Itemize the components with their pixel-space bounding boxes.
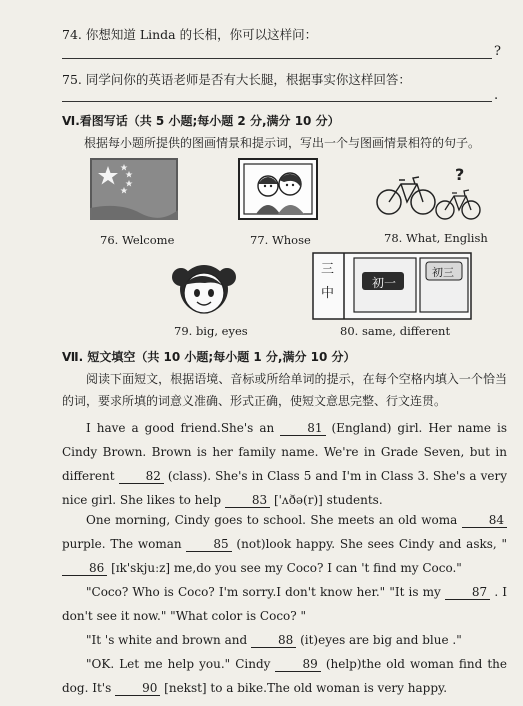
answer-line-74[interactable] xyxy=(62,58,492,59)
blank-85[interactable]: 85 xyxy=(186,537,231,552)
section-6-instruction: 根据每小题所提供的图画情景和提示词，写出一个与图画情景相符的句子。 xyxy=(84,136,481,150)
picture-78-bikes xyxy=(375,158,485,222)
question-74-end-mark: ? xyxy=(494,44,501,59)
blank-82[interactable]: 82 xyxy=(119,469,164,484)
class-card-1: 初一 xyxy=(372,276,397,290)
blank-84[interactable]: 84 xyxy=(462,513,507,528)
blank-90[interactable]: 90 xyxy=(115,681,160,696)
passage-paragraph-5: "OK. Let me help you." Cindy 89 (help)the old woman find the dog. It's 90 [nekst] to a bike.The old woman is very happy. xyxy=(62,657,507,695)
class-sign-bottom-left: 中 xyxy=(321,286,335,301)
picture-79-girl xyxy=(165,255,243,317)
passage-paragraph-2: One morning, Cindy goes to school. She meets an old woma 84 purple. The woman 85 (not)look happy. She sees Cindy and asks, " 86 [ɪk'skjuːz] me,do you see my Coco? I can 't find my Coco." xyxy=(62,513,507,575)
caption-80: 80. same, different xyxy=(340,324,451,338)
passage-paragraph-1: I have a good friend.She's an 81 (England) girl. Her name is Cindy Brown. Brown is her family name. We're in Grade Seven, but in different 82 (class). She's in Class 5 and I'm in Class 3. She's a very nice girl. She likes to help 83 ['ʌðə(r)] students. xyxy=(62,421,508,507)
section-7-heading: Ⅶ. 短文填空（共 10 小题;每小题 1 分,满分 10 分） xyxy=(62,350,356,364)
svg-text:?: ? xyxy=(455,165,465,184)
caption-78: 78. What, English xyxy=(384,231,488,245)
section-7-instruction: 阅读下面短文，根据语境、音标或所给单词的提示，在每个空格内填入一个恰当的词，要求所填的词意义准确、形式正确，使短文意思完整、行文连贯。 xyxy=(62,372,507,408)
caption-76: 76. Welcome xyxy=(100,233,175,247)
passage-paragraph-4: "It 's white and brown and 88 (it)eyes are big and blue ." xyxy=(86,633,462,647)
blank-89[interactable]: 89 xyxy=(275,657,320,672)
class-sign-top-left: 三 xyxy=(321,262,335,277)
caption-77: 77. Whose xyxy=(250,233,311,247)
question-75-end-mark: . xyxy=(494,88,499,103)
picture-76-flag xyxy=(90,158,178,220)
blank-87[interactable]: 87 xyxy=(445,585,490,600)
answer-line-75[interactable] xyxy=(62,101,492,102)
blank-81[interactable]: 81 xyxy=(280,421,325,436)
question-74: 74. 你想知道 Linda 的长相，你可以这样问： xyxy=(62,27,318,42)
section-6-heading: Ⅵ.看图写话（共 5 小题;每小题 2 分,满分 10 分） xyxy=(62,114,340,128)
blank-88[interactable]: 88 xyxy=(251,633,296,648)
question-75: 75. 同学问你的英语老师是否有大长腿，根据事实你这样回答： xyxy=(62,72,411,87)
picture-77-photo xyxy=(238,158,318,220)
picture-80-classes xyxy=(312,252,472,320)
blank-86[interactable]: 86 xyxy=(62,561,107,576)
passage-paragraph-3: "Coco? Who is Coco? I'm sorry.I don't know her." "It is my 87 . I don't see it now." "What color is Coco? " xyxy=(62,585,508,623)
class-card-3: 初三 xyxy=(432,266,454,279)
caption-79: 79. big, eyes xyxy=(174,324,248,338)
blank-83[interactable]: 83 xyxy=(225,493,270,508)
